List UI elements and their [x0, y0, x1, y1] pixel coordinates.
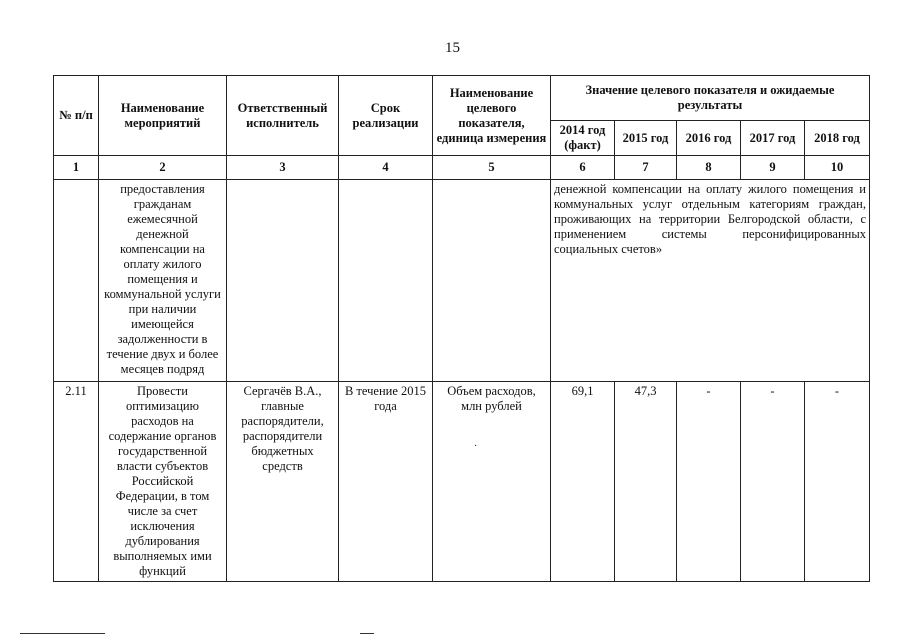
header-year-2017: 2017 год — [741, 121, 805, 156]
row-value-2016: - — [677, 382, 741, 582]
header-year-2018: 2018 год — [805, 121, 870, 156]
row-term: В течение 2015 года — [339, 382, 433, 582]
row-result-text: денежной компенсации на оплату жилого помещения и коммунальных услуг отдельным категориям граждан, проживающих на территории Белгородской области, с применением системы персонифицированных социальных счетов» — [551, 180, 870, 382]
col-number-cell: 1 — [54, 156, 99, 180]
scan-edge-line — [360, 633, 374, 634]
col-number-cell: 2 — [99, 156, 227, 180]
col-number-cell: 7 — [615, 156, 677, 180]
page-number: 15 — [445, 40, 460, 56]
table-row — [54, 382, 870, 582]
header-year-2016: 2016 год — [677, 121, 741, 156]
row-event: предоставления гражданам ежемесячной денежной компенсации на оплату жилого помещения и коммунальной услуги при наличии имеющейся задолженности в течение двух и более месяцев подряд — [99, 180, 227, 382]
numbering-row — [54, 156, 870, 180]
row-responsible — [227, 180, 339, 382]
header-term: Срок реализации — [339, 76, 433, 156]
row-number: 2.11 — [54, 382, 99, 582]
col-number-cell: 6 — [551, 156, 615, 180]
row-value-2015: 47,3 — [615, 382, 677, 582]
header-events: Наименование мероприятий — [99, 76, 227, 156]
row-number — [54, 180, 99, 382]
scan-edge-line — [20, 633, 105, 634]
header-number: № п/п — [54, 76, 99, 156]
row-term — [339, 180, 433, 382]
header-year-2015: 2015 год — [615, 121, 677, 156]
row-value-2018: - — [805, 382, 870, 582]
row-indicator — [433, 180, 551, 382]
row-value-2014: 69,1 — [551, 382, 615, 582]
col-number-cell: 3 — [227, 156, 339, 180]
header-year-2014: 2014 год (факт) — [551, 121, 615, 156]
row-event: Провести оптимизацию расходов на содержание органов государственной власти субъектов Российской Федерации, в том числе за счет исключения дублирования выполняемых ими функций — [99, 382, 227, 582]
row-indicator: Объем расходов, млн рублей — [433, 382, 551, 582]
header-indicator: Наименование целевого показателя, единица измерения — [433, 76, 551, 156]
header-target-values: Значение целевого показателя и ожидаемые результаты — [551, 76, 870, 121]
col-number-cell: 10 — [805, 156, 870, 180]
row-value-2017: - — [741, 382, 805, 582]
row-responsible: Сергачёв В.А., главные распорядители, распорядители бюджетных средств — [227, 382, 339, 582]
indicators-table — [53, 75, 870, 582]
col-number-cell: 5 — [433, 156, 551, 180]
col-number-cell: 4 — [339, 156, 433, 180]
col-number-cell: 9 — [741, 156, 805, 180]
scan-speck: · — [474, 441, 478, 452]
table-row — [54, 180, 870, 382]
col-number-cell: 8 — [677, 156, 741, 180]
header-responsible: Ответственный исполнитель — [227, 76, 339, 156]
